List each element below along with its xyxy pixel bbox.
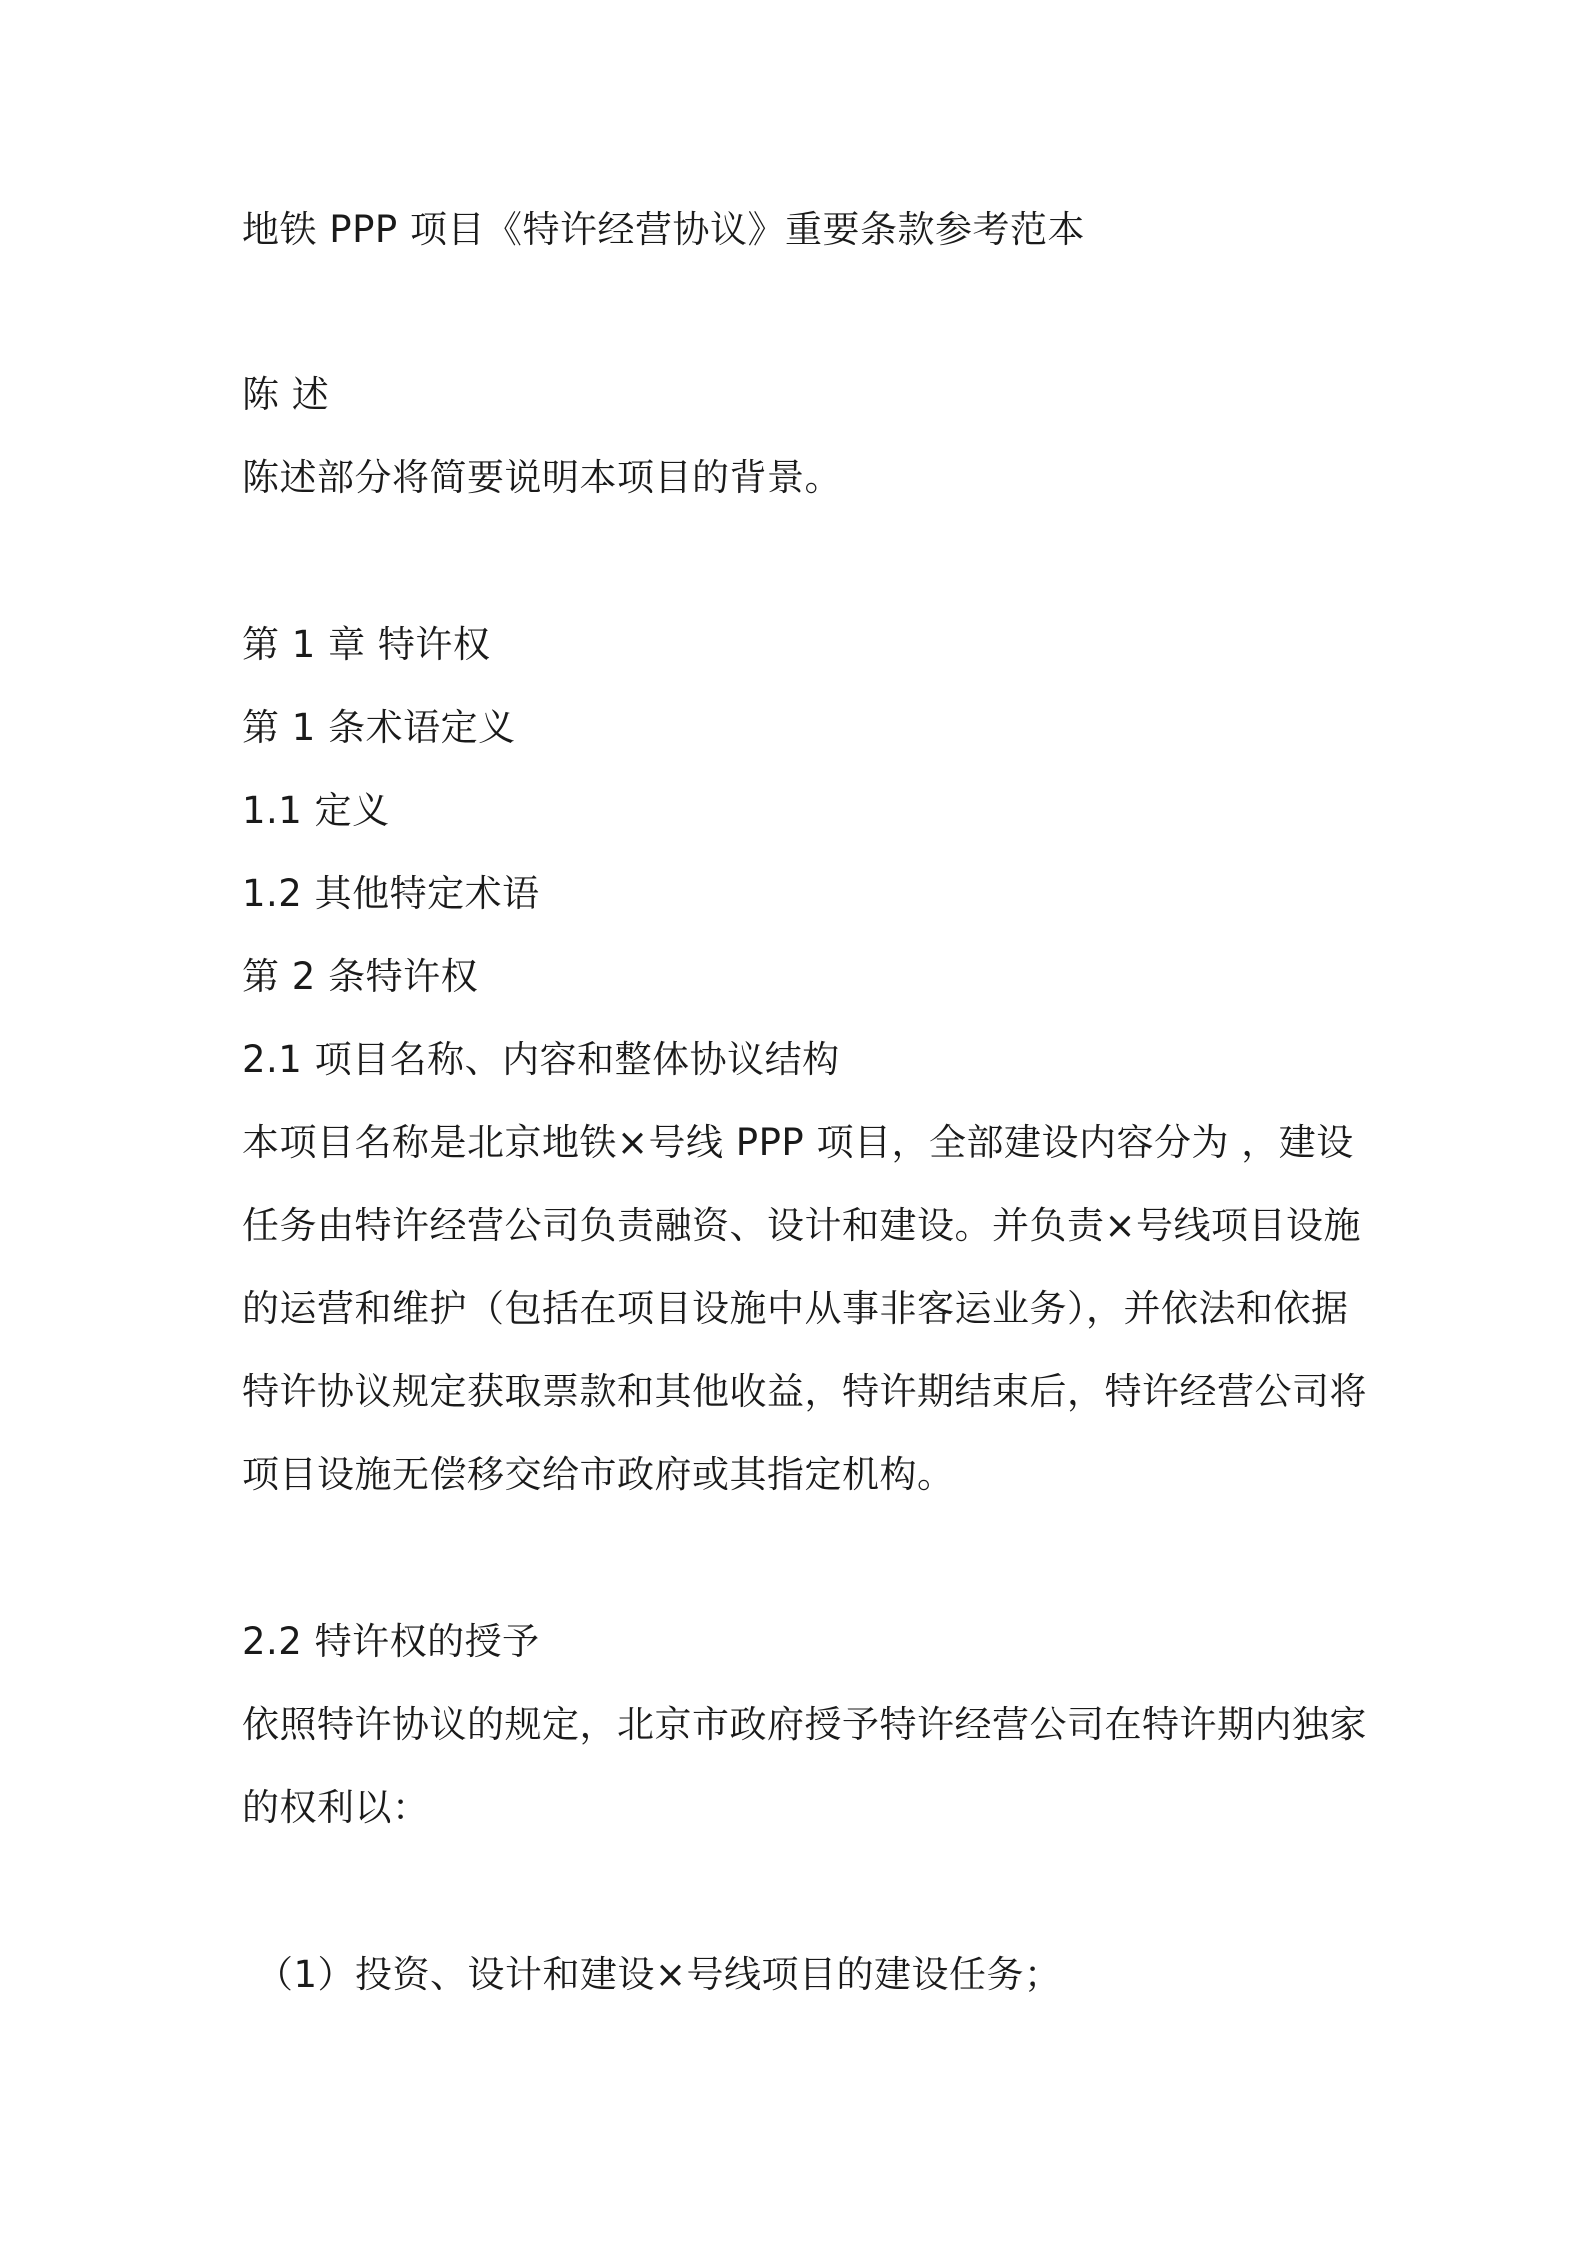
article-heading: 第 2 条特许权 [242,955,479,998]
body-paragraph-line: 的运营和维护（包括在项目设施中从事非客运业务），并依法和依据 [242,1287,1349,1330]
body-paragraph-line: 项目设施无偿移交给市政府或其指定机构。 [242,1453,955,1496]
body-paragraph-line: 本项目名称是北京地铁×号线 PPP 项目，全部建设内容分为 ，建设 [242,1121,1354,1164]
body-paragraph-line: 依照特许协议的规定，北京市政府授予特许经营公司在特许期内独家 [242,1703,1367,1746]
section-heading: 2.1 项目名称、内容和整体协议结构 [242,1038,840,1081]
document-title: 地铁 PPP 项目《特许经营协议》重要条款参考范本 [242,208,1085,251]
section-heading: 1.2 其他特定术语 [242,872,540,915]
section-heading: 1.1 定义 [242,789,390,832]
chapter-heading: 第 1 章 特许权 [242,623,491,666]
section-heading: 2.2 特许权的授予 [242,1620,540,1663]
preamble-heading: 陈 述 [242,373,330,416]
article-heading: 第 1 条术语定义 [242,706,516,749]
body-paragraph-line: 任务由特许经营公司负责融资、设计和建设。并负责×号线项目设施 [242,1204,1362,1247]
body-paragraph-line: 特许协议规定获取票款和其他收益，特许期结束后，特许经营公司将 [242,1370,1367,1413]
body-paragraph-line: 的权利以： [242,1786,430,1829]
list-item: （1）投资、设计和建设×号线项目的建设任务； [256,1953,1062,1996]
preamble-text: 陈述部分将简要说明本项目的背景。 [242,456,842,499]
